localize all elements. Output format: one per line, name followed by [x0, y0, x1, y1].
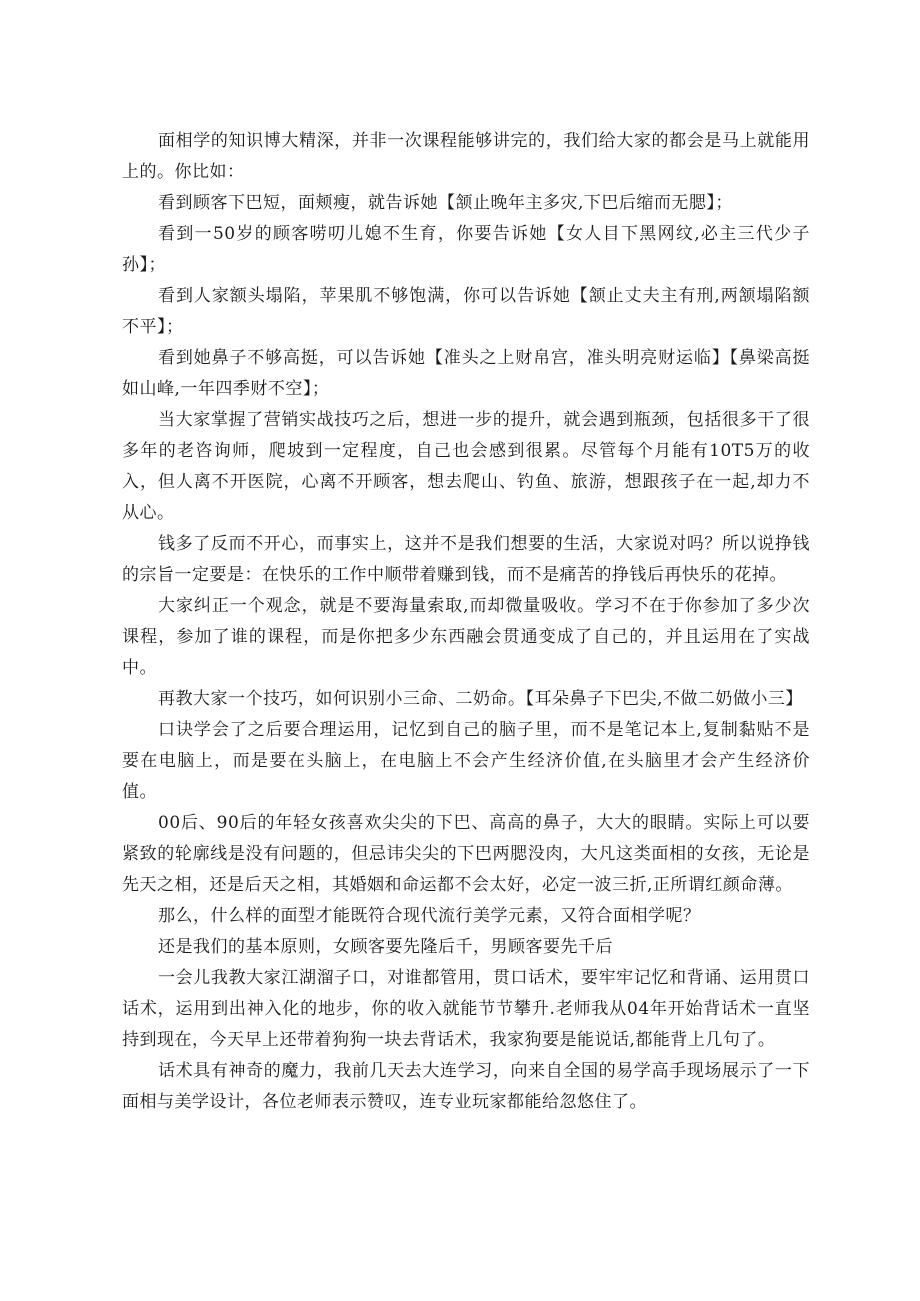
paragraph-9: 再教大家一个技巧，如何识别小三命、二奶命。【耳朵鼻子下巴尖,不做二奶做小三】 [158, 689, 803, 709]
paragraph-8: 大家纠正一个观念，就是不要海量索取,而却微量吸收。学习不在于你参加了多少次课程，参加了谁的课程，而是你把多少东西融会贯通变成了自己的，并且运用在了实战中。 [122, 596, 810, 678]
paragraph-4: 看到人家额头塌陷，苹果肌不够饱满，你可以告诉她【颔止丈夫主有刑,两颔塌陷额不平】； [122, 286, 810, 337]
paragraph-3: 看到一50岁的顾客唠叨儿媳不生育，你要告诉她【女人目下黑网纹,必主三代少子孙】； [122, 224, 810, 275]
paragraph-14: 一会儿我教大家江湖溜子口，对谁都管用，贯口话术，要牢牢记忆和背诵、运用贯口话术，运用到出神入化的地步，你的收入就能节节攀升.老师我从04年开始背话术一直坚持到现在，今天早上还带着狗狗一块去背话术，我家狗要是能说话,都能背上几句了。 [122, 968, 810, 1050]
paragraph-5: 看到她鼻子不够高挺，可以告诉她【准头之上财帛宫，准头明亮财运临】【鼻梁高挺如山峰,一年四季财不空】； [122, 348, 810, 399]
paragraph-1: 面相学的知识博大精深，并非一次课程能够讲完的，我们给大家的都会是马上就能用上的。你比如： [122, 131, 810, 182]
paragraph-11: 00后、90后的年轻女孩喜欢尖尖的下巴、高高的鼻子，大大的眼睛。实际上可以要紧致的轮廓线是没有问题的，但忌讳尖尖的下巴两腮没肉，大凡这类面相的女孩，无论是先天之相，还是后天之相，其婚姻和命运都不会太好，必定一波三折,正所谓红颜命薄。 [122, 813, 810, 895]
paragraph-2: 看到顾客下巴短，面颊瘦，就告诉她【颔止晚年主多灾,下巴后缩而无腮】； [158, 193, 733, 213]
paragraph-15: 话术具有神奇的魔力，我前几天去大连学习，向来自全国的易学高手现场展示了一下面相与美学设计，各位老师表示赞叹，连专业玩家都能给忽悠住了。 [122, 1061, 810, 1112]
paragraph-7: 钱多了反而不开心，而事实上，这并不是我们想要的生活，大家说对吗？所以说挣钱的宗旨一定要是：在快乐的工作中顺带着赚到钱，而不是痛苦的挣钱后再快乐的花掉。 [122, 534, 810, 585]
paragraph-10: 口诀学会了之后要合理运用，记忆到自己的脑子里，而不是笔记本上,复制黏贴不是要在电脑上，而是要在头脑上，在电脑上不会产生经济价值,在头脑里才会产生经济价值。 [122, 720, 810, 802]
paragraph-6: 当大家掌握了营销实战技巧之后，想进一步的提升，就会遇到瓶颈，包括很多干了很多年的老咨询师，爬坡到一定程度，自己也会感到很累。尽管每个月能有10T5万的收入，但人离不开医院，心离不开顾客，想去爬山、钓鱼、旅游，想跟孩子在一起,却力不从心。 [122, 410, 810, 523]
paragraph-13: 还是我们的基本原则，女顾客要先隆后千，男顾客要先千后 [158, 937, 613, 957]
paragraph-12: 那么，什么样的面型才能既符合现代流行美学元素，又符合面相学呢？ [158, 906, 701, 926]
document-body [122, 126, 810, 1118]
